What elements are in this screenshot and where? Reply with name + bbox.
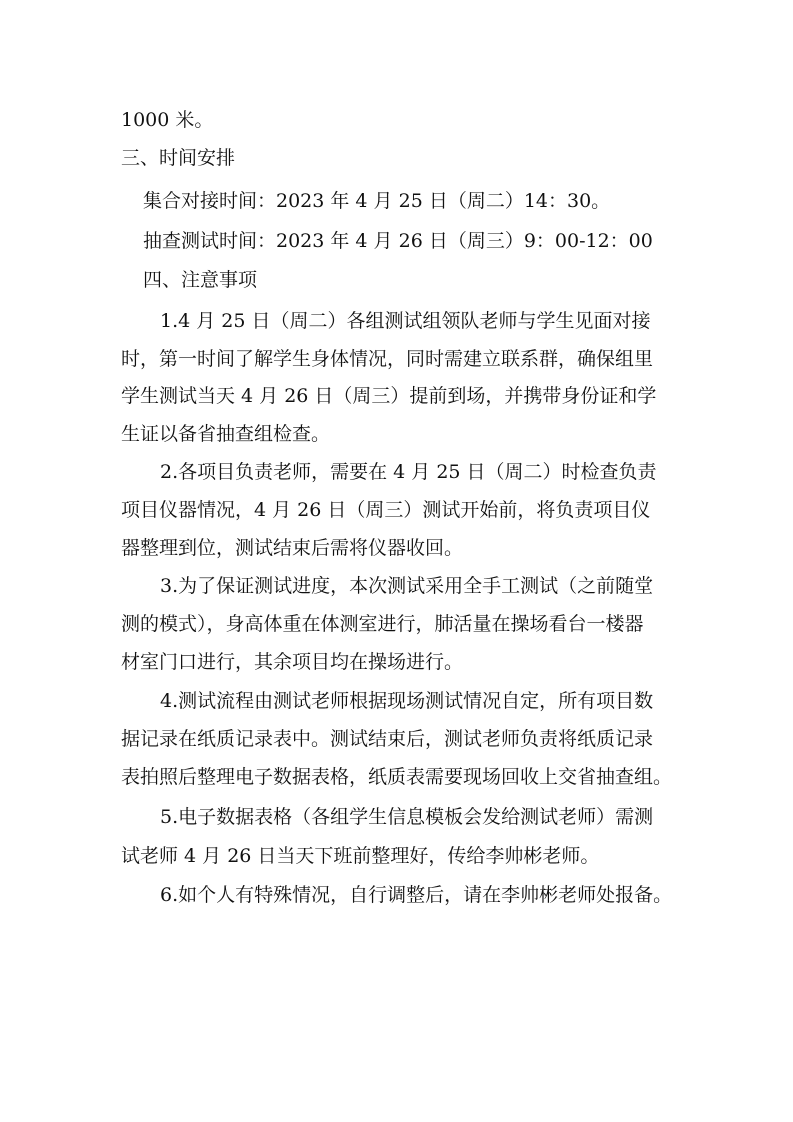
item-1-line-3: 学生测试当天 4 月 26 日（周三）提前到场，并携带身份证和学 [121, 385, 657, 407]
item-3-line-2: 测的模式），身高体重在体测室进行，肺活量在操场看台一楼器 [121, 613, 644, 635]
item-4-line-3: 表拍照后整理电子数据表格，纸质表需要现场回收上交省抽查组。 [121, 766, 673, 788]
assembly-time-line: 集合对接时间：2023 年 4 月 25 日（周二）14：30。 [143, 190, 611, 212]
test-time-line: 抽查测试时间：2023 年 4 月 26 日（周三）9：00-12：00 [143, 230, 653, 252]
item-3-line-1: 3.为了保证测试进度，本次测试采用全手工测试（之前随堂 [160, 575, 654, 597]
section-3-heading: 三、时间安排 [121, 147, 236, 169]
item-4-line-1: 4.测试流程由测试老师根据现场测试情况自定，所有项目数 [160, 690, 654, 712]
item-6-line-1: 6.如个人有特殊情况，自行调整后，请在李帅彬老师处报备。 [160, 884, 673, 906]
item-3-line-3: 材室门口进行，其余项目均在操场进行。 [121, 651, 464, 673]
item-2-line-3: 器整理到位，测试结束后需将仪器收回。 [121, 537, 464, 559]
item-2-line-1: 2.各项目负责老师，需要在 4 月 25 日（周二）时检查负责 [160, 461, 657, 483]
item-2-line-2: 项目仪器情况，4 月 26 日（周三）测试开始前，将负责项目仪 [121, 499, 651, 521]
section-4-heading: 四、注意事项 [143, 269, 258, 291]
intro-tail-text: 1000 米。 [121, 109, 214, 131]
item-4-line-2: 据记录在纸质记录表中。测试结束后，测试老师负责将纸质记录 [121, 728, 654, 750]
item-5-line-2: 试老师 4 月 26 日当天下班前整理好，传给李帅彬老师。 [121, 845, 600, 867]
item-1-line-4: 生证以备省抽查组检查。 [121, 423, 331, 445]
item-5-line-1: 5.电子数据表格（各组学生信息模板会发给测试老师）需测 [160, 806, 654, 828]
item-1-line-1: 1.4 月 25 日（周二）各组测试组领队老师与学生见面对接 [160, 310, 651, 332]
item-1-line-2: 时，第一时间了解学生身体情况，同时需建立联系群，确保组里 [121, 348, 654, 370]
